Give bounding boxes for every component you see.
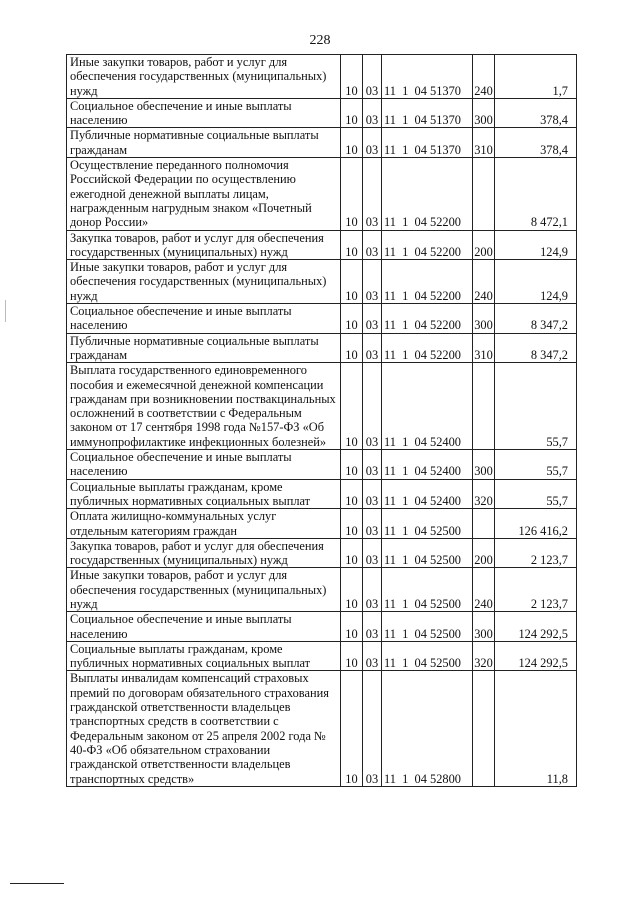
expense-name: Социальные выплаты гражданам, кроме публичных нормативных социальных выплат	[67, 641, 341, 671]
expense-type-code	[473, 509, 495, 539]
section-code: 10	[341, 612, 363, 642]
subsection-code: 03	[363, 612, 382, 642]
section-code: 10	[341, 509, 363, 539]
amount: 11,8	[495, 671, 577, 786]
target-article-code: 11 1 04 52400	[382, 363, 473, 450]
expense-name: Закупка товаров, работ и услуг для обеспечения государственных (муниципальных) нужд	[67, 538, 341, 568]
subsection-code: 03	[363, 450, 382, 480]
expense-name: Осуществление переданного полномочия Российской Федерации по осуществлению ежегодной денежной выплаты лицам, награжденным нагрудным знаком «Почетный донор России»	[67, 158, 341, 230]
subsection-code: 03	[363, 641, 382, 671]
table-row	[67, 55, 577, 99]
expense-type-code: 320	[473, 641, 495, 671]
subsection-code: 03	[363, 55, 382, 99]
section-code: 10	[341, 450, 363, 480]
target-article-code: 11 1 04 52500	[382, 568, 473, 612]
amount: 124 292,5	[495, 612, 577, 642]
table-row	[67, 538, 577, 568]
subsection-code: 03	[363, 98, 382, 128]
section-code: 10	[341, 641, 363, 671]
expense-type-code	[473, 671, 495, 786]
expense-name: Иные закупки товаров, работ и услуг для обеспечения государственных (муниципальных) нужд	[67, 568, 341, 612]
target-article-code: 11 1 04 52500	[382, 612, 473, 642]
expense-name: Иные закупки товаров, работ и услуг для обеспечения государственных (муниципальных) нужд	[67, 260, 341, 304]
amount: 55,7	[495, 363, 577, 450]
amount: 2 123,7	[495, 538, 577, 568]
table-row	[67, 333, 577, 363]
expense-type-code: 300	[473, 612, 495, 642]
section-code: 10	[341, 304, 363, 334]
expense-type-code	[473, 363, 495, 450]
amount: 55,7	[495, 450, 577, 480]
table-row	[67, 260, 577, 304]
expense-type-code: 200	[473, 538, 495, 568]
expense-type-code: 300	[473, 304, 495, 334]
section-code: 10	[341, 230, 363, 260]
expense-name: Выплаты инвалидам компенсаций страховых премий по договорам обязательного страхования гражданской ответственности владельцев транспортных средств в соответствии с Федеральным законом от 25 апреля 2002 года № 40-ФЗ «Об обязательном страховании гражданской ответственности владельцев транспортных средств»	[67, 671, 341, 786]
section-code: 10	[341, 260, 363, 304]
section-code: 10	[341, 55, 363, 99]
target-article-code: 11 1 04 52200	[382, 260, 473, 304]
table-row	[67, 450, 577, 480]
table-row	[67, 363, 577, 450]
amount: 124,9	[495, 260, 577, 304]
expense-type-code: 310	[473, 128, 495, 158]
expense-type-code: 300	[473, 450, 495, 480]
subsection-code: 03	[363, 538, 382, 568]
expense-type-code: 240	[473, 260, 495, 304]
subsection-code: 03	[363, 304, 382, 334]
subsection-code: 03	[363, 333, 382, 363]
expense-name: Иные закупки товаров, работ и услуг для обеспечения государственных (муниципальных) нужд	[67, 55, 341, 99]
section-code: 10	[341, 671, 363, 786]
expense-type-code: 200	[473, 230, 495, 260]
expense-type-code: 320	[473, 479, 495, 509]
subsection-code: 03	[363, 128, 382, 158]
margin-mark	[5, 300, 6, 322]
expense-type-code: 240	[473, 568, 495, 612]
subsection-code: 03	[363, 671, 382, 786]
target-article-code: 11 1 04 52800	[382, 671, 473, 786]
expense-name: Социальное обеспечение и иные выплаты населению	[67, 450, 341, 480]
target-article-code: 11 1 04 52200	[382, 304, 473, 334]
amount: 8 347,2	[495, 304, 577, 334]
section-code: 10	[341, 363, 363, 450]
footnote-rule	[10, 883, 64, 884]
table-row	[67, 612, 577, 642]
table-row	[67, 128, 577, 158]
expense-name: Социальное обеспечение и иные выплаты населению	[67, 304, 341, 334]
budget-table	[66, 54, 577, 787]
table-row	[67, 641, 577, 671]
section-code: 10	[341, 128, 363, 158]
subsection-code: 03	[363, 158, 382, 230]
amount: 378,4	[495, 98, 577, 128]
expense-name: Социальное обеспечение и иные выплаты населению	[67, 612, 341, 642]
target-article-code: 11 1 04 52400	[382, 450, 473, 480]
table-row	[67, 230, 577, 260]
expense-name: Закупка товаров, работ и услуг для обеспечения государственных (муниципальных) нужд	[67, 230, 341, 260]
amount: 55,7	[495, 479, 577, 509]
amount: 126 416,2	[495, 509, 577, 539]
amount: 8 347,2	[495, 333, 577, 363]
subsection-code: 03	[363, 260, 382, 304]
target-article-code: 11 1 04 52500	[382, 538, 473, 568]
target-article-code: 11 1 04 52500	[382, 509, 473, 539]
table-row	[67, 509, 577, 539]
target-article-code: 11 1 04 52200	[382, 333, 473, 363]
section-code: 10	[341, 538, 363, 568]
subsection-code: 03	[363, 363, 382, 450]
expense-name: Публичные нормативные социальные выплаты гражданам	[67, 333, 341, 363]
target-article-code: 11 1 04 52200	[382, 230, 473, 260]
section-code: 10	[341, 333, 363, 363]
target-article-code: 11 1 04 51370	[382, 128, 473, 158]
amount: 378,4	[495, 128, 577, 158]
subsection-code: 03	[363, 568, 382, 612]
target-article-code: 11 1 04 51370	[382, 98, 473, 128]
amount: 1,7	[495, 55, 577, 99]
subsection-code: 03	[363, 479, 382, 509]
table-row	[67, 304, 577, 334]
expense-name: Оплата жилищно-коммунальных услуг отдельным категориям граждан	[67, 509, 341, 539]
section-code: 10	[341, 98, 363, 128]
target-article-code: 11 1 04 52500	[382, 641, 473, 671]
table-row	[67, 158, 577, 230]
expense-type-code: 310	[473, 333, 495, 363]
subsection-code: 03	[363, 230, 382, 260]
expense-name: Выплата государственного единовременного пособия и ежемесячной денежной компенсации гражданам при возникновении поствакцинальных осложнений в соответствии с Федеральным законом от 17 сентября 1998 года №157-ФЗ «Об иммунопрофилактике инфекционных болезней»	[67, 363, 341, 450]
amount: 124 292,5	[495, 641, 577, 671]
expense-type-code	[473, 158, 495, 230]
table-row	[67, 98, 577, 128]
table-row	[67, 671, 577, 786]
expense-name: Публичные нормативные социальные выплаты гражданам	[67, 128, 341, 158]
expense-type-code: 240	[473, 55, 495, 99]
section-code: 10	[341, 158, 363, 230]
table-row	[67, 568, 577, 612]
table-row	[67, 479, 577, 509]
section-code: 10	[341, 568, 363, 612]
expense-type-code: 300	[473, 98, 495, 128]
target-article-code: 11 1 04 52400	[382, 479, 473, 509]
page-number: 228	[309, 33, 331, 48]
section-code: 10	[341, 479, 363, 509]
expense-name: Социальное обеспечение и иные выплаты населению	[67, 98, 341, 128]
target-article-code: 11 1 04 51370	[382, 55, 473, 99]
subsection-code: 03	[363, 509, 382, 539]
expense-name: Социальные выплаты гражданам, кроме публичных нормативных социальных выплат	[67, 479, 341, 509]
amount: 2 123,7	[495, 568, 577, 612]
amount: 8 472,1	[495, 158, 577, 230]
amount: 124,9	[495, 230, 577, 260]
target-article-code: 11 1 04 52200	[382, 158, 473, 230]
